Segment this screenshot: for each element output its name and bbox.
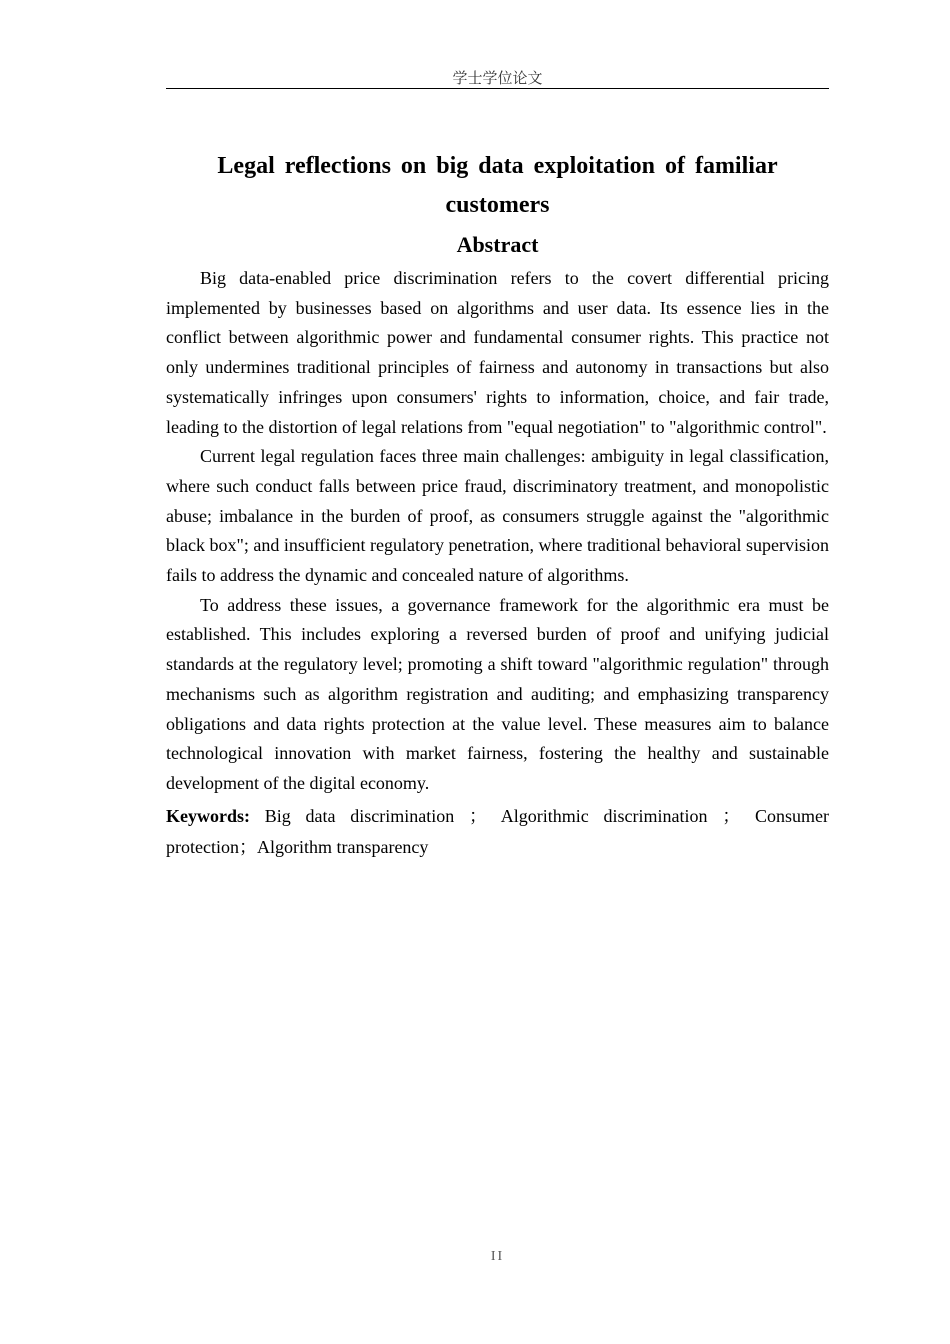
running-header: 学士学位论文 <box>452 69 543 87</box>
abstract-paragraph-3: To address these issues, a governance framework for the algorithmic era must be established. This includes exploring a reversed burden of proof and unifying judicial standards at the regulatory level; promoting a shift toward "algorithmic regulation" through mechanisms such as algorithm registration and auditing; and emphasizing transparency obligations and data rights protection at the value level. These measures aim to balance technological innovation with market fairness, fostering the healthy and sustainable development of the digital economy. <box>166 594 829 793</box>
abstract-heading: Abstract <box>456 232 539 257</box>
keywords-label: Keywords: <box>166 805 250 826</box>
abstract-paragraph-2: Current legal regulation faces three main challenges: ambiguity in legal classification, where such conduct falls between price fraud, discriminatory treatment, and monopolistic abuse; imbalance in the burden of proof, as consumers struggle against the "algorithmic black box"; and insufficient regulatory penetration, where traditional behavioral supervision fails to address the dynamic and concealed nature of algorithms. <box>166 446 829 586</box>
keywords-line <box>166 801 829 863</box>
abstract-body <box>166 264 829 863</box>
keywords-text: Big data discrimination ； Algorithmic discrimination ； Consumer protection；Algorithm transparency <box>166 805 829 857</box>
header-rule <box>166 88 829 89</box>
abstract-paragraph-1: Big data-enabled price discrimination refers to the covert differential pricing implemented by businesses based on algorithms and user data. Its essence lies in the conflict between algorithmic power and fundamental consumer rights. This practice not only undermines traditional principles of fairness and autonomy in transactions but also systematically infringes upon consumers' rights to information, choice, and fair trade, leading to the distortion of legal relations from "equal negotiation" to "algorithmic control". <box>166 268 829 437</box>
document-title: Legal reflections on big data exploitation of familiar customers <box>217 153 778 218</box>
page-number: II <box>490 1249 505 1264</box>
